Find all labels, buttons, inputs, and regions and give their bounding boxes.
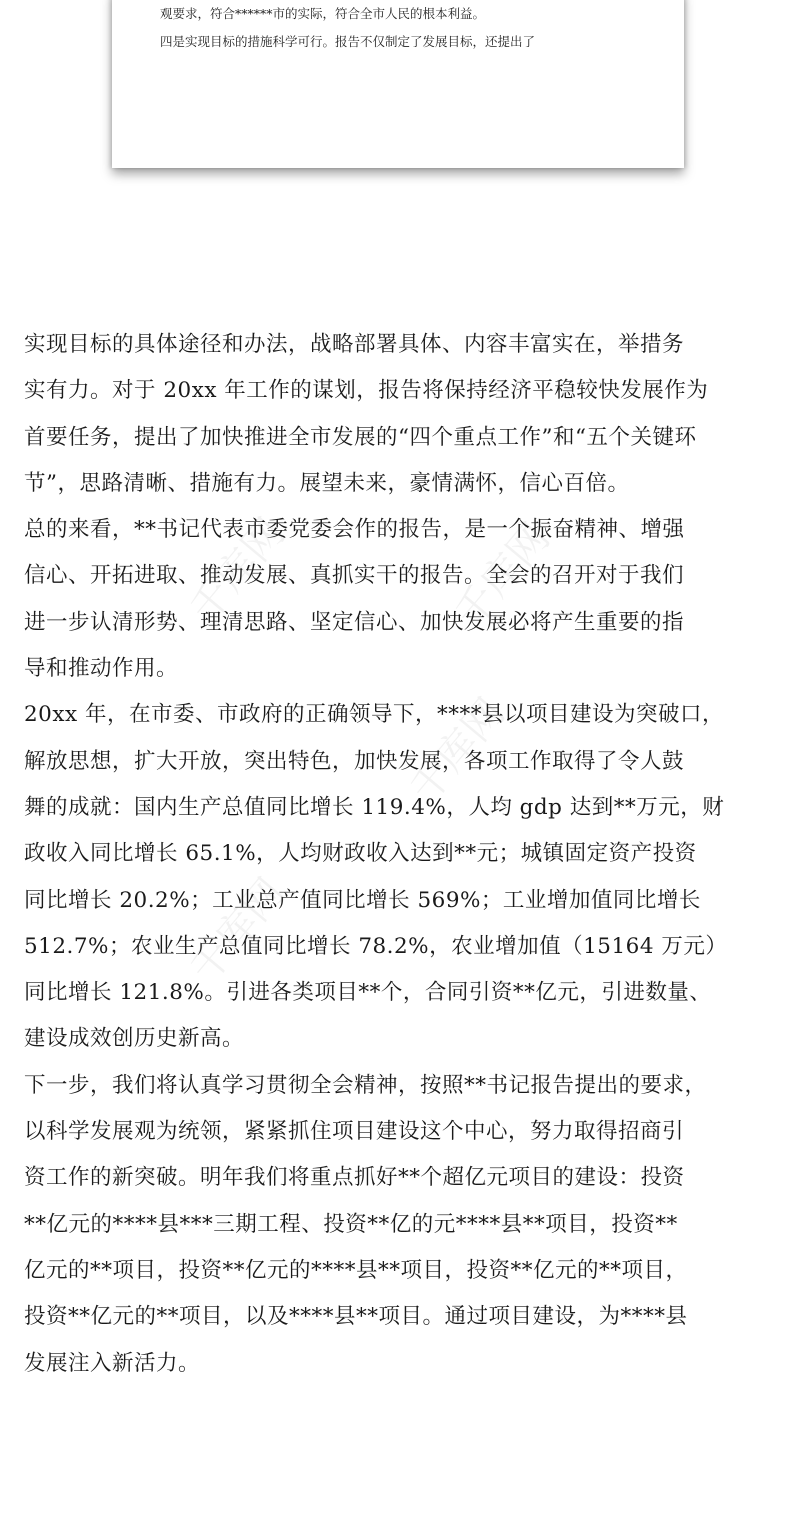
body-text-line: 导和推动作用。	[24, 656, 179, 682]
body-text-line: 实现目标的具体途径和办法，战略部署具体、内容丰富实在，举措务	[24, 332, 685, 357]
body-text-line: 政收入同比增长 65.1%，人均财政收入达到**元；城镇固定资产投资	[24, 841, 697, 867]
body-text-line: 资工作的新突破。明年我们将重点抓好**个超亿元项目的建设：投资	[24, 1165, 685, 1191]
document-preview-card	[112, 0, 684, 168]
body-text-line: 舞的成就：国内生产总值同比增长 119.4%，人均 gdp 达到**万元，财	[24, 794, 725, 820]
body-text-line: 同比增长 20.2%；工业总产值同比增长 569%；工业增加值同比增长	[24, 887, 701, 913]
body-text-line: 解放思想，扩大开放，突出特色，加快发展，各项工作取得了令人鼓	[24, 748, 685, 774]
body-text-line: 同比增长 121.8%。引进各类项目**个，合同引资**亿元，引进数量、	[24, 980, 712, 1006]
body-text-line: 投资**亿元的**项目，以及****县**项目。通过项目建设，为****县	[24, 1304, 688, 1330]
body-text-line: 信心、开拓进取、推动发展、真抓实干的报告。全会的召开对于我们	[24, 563, 685, 589]
watermark: 千库网	[181, 510, 294, 632]
body-text-line: **亿元的****县***三期工程、投资**亿的元****县**项目，投资**	[24, 1211, 678, 1237]
watermark: 千库网	[401, 690, 514, 812]
card-text-line: 四是实现目标的措施科学可行。报告不仅制定了发展目标，还提出了	[160, 34, 536, 49]
watermark: 千库网	[181, 870, 294, 992]
body-text-line: 20xx 年，在市委、市政府的正确领导下，****县以项目建设为突破口，	[24, 702, 724, 728]
body-text-line: 节”，思路清晰、措施有力。展望未来，豪情满怀，信心百倍。	[24, 470, 630, 496]
body-text-line: 发展注入新活力。	[24, 1350, 201, 1376]
body-text-line: 512.7%；农业生产总值同比增长 78.2%，农业增加值（15164 万元）	[24, 933, 728, 959]
body-text-line: 建设成效创历史新高。	[24, 1026, 245, 1052]
body-text-line: 实有力。对于 20xx 年工作的谋划，报告将保持经济平稳较快发展作为	[24, 378, 709, 404]
body-text-line: 以科学发展观为统领，紧紧抓住项目建设这个中心，努力取得招商引	[24, 1119, 685, 1145]
card-text-line: 观要求，符合******市的实际，符合全市人民的根本利益。	[160, 6, 486, 21]
body-text-line: 总的来看，**书记代表市委党委会作的报告，是一个振奋精神、增强	[24, 517, 685, 543]
body-text-line: 亿元的**项目，投资**亿元的****县**项目，投资**亿元的**项目，	[24, 1257, 688, 1283]
body-text-line: 下一步，我们将认真学习贯彻全会精神，按照**书记报告提出的要求，	[24, 1072, 707, 1098]
body-text-line: 首要任务，提出了加快推进全市发展的“四个重点工作”和“五个关键环	[24, 424, 697, 450]
body-text-line: 进一步认清形势、理清思路、坚定信心、加快发展必将产生重要的指	[24, 609, 685, 635]
watermark: 千库网	[446, 515, 559, 637]
document-body	[24, 322, 784, 1387]
